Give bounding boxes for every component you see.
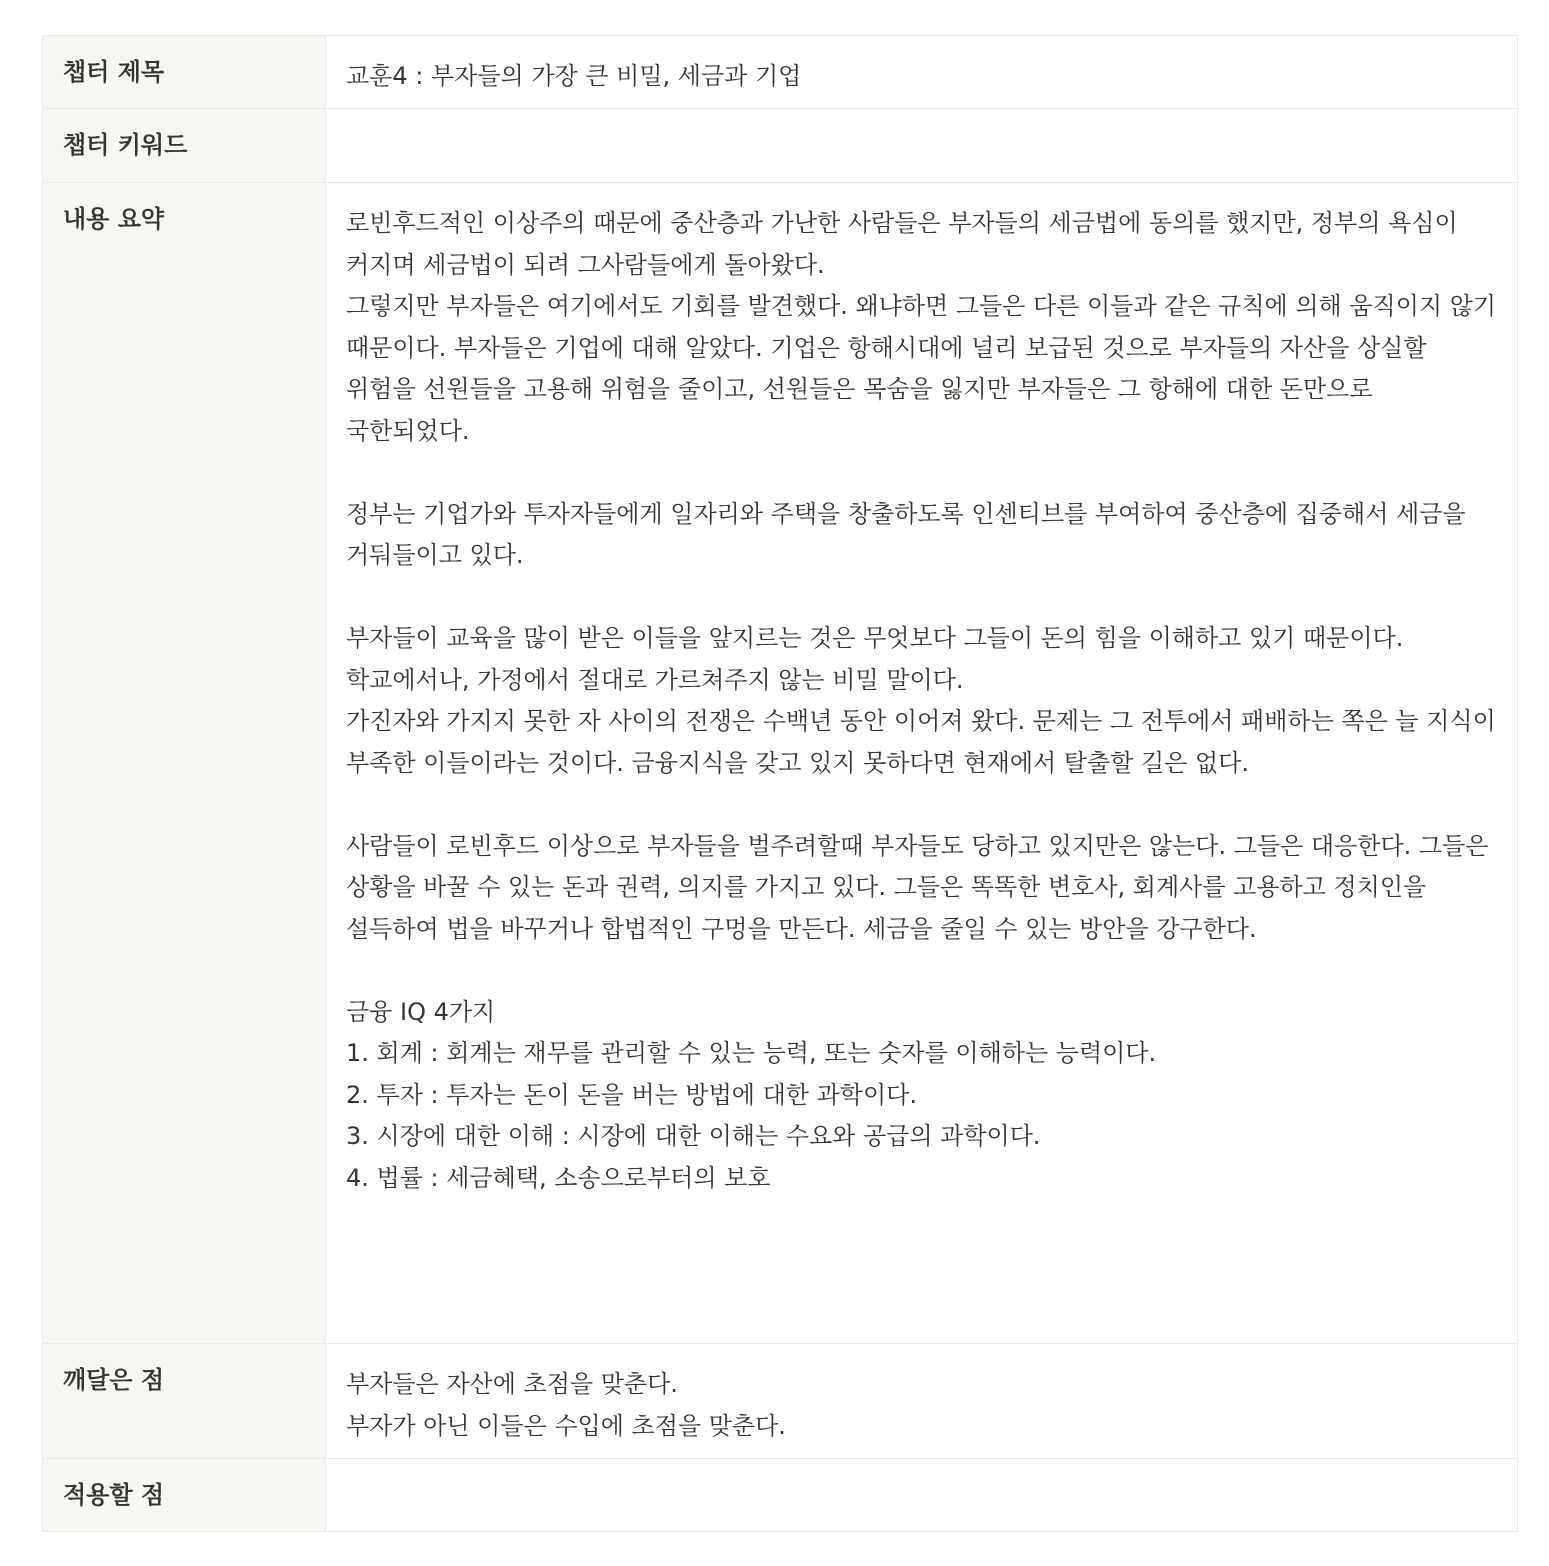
chapter-title-value: 교훈4 : 부자들의 가장 큰 비밀, 세금과 기업 — [346, 62, 802, 90]
application-value — [326, 1459, 1517, 1479]
row-chapter-title — [43, 36, 1518, 109]
application-label: 적용할 점 — [63, 1481, 165, 1509]
chapter-notes-table — [42, 35, 1517, 1532]
realizations-label: 깨달은 점 — [63, 1366, 165, 1394]
realizations-value: 부자들은 자산에 초점을 맞춘다. 부자가 아닌 이들은 수입에 초점을 맞춘다. — [346, 1370, 786, 1440]
row-content-cell[interactable] — [326, 1344, 1518, 1459]
row-application — [43, 1459, 1518, 1532]
row-header-cell[interactable] — [43, 1344, 326, 1459]
row-content-summary — [43, 183, 1518, 1344]
row-realizations — [43, 1344, 1518, 1459]
chapter-keywords-label: 챕터 키워드 — [63, 131, 188, 159]
row-header-cell[interactable] — [43, 109, 326, 183]
row-chapter-keywords — [43, 109, 1518, 183]
chapter-title-label: 챕터 제목 — [63, 58, 165, 86]
content-summary-value: 로빈후드적인 이상주의 때문에 중산층과 가난한 사람들은 부자들의 세금법에 동의를 했지만, 정부의 욕심이 커지며 세금법이 되려 그사람들에게 돌아왔다. 그렇지만 부자들은 여기에서도 기회를 발견했다. 왜냐하면 그들은 다른 이들과 같은 규칙에 의해 움직이지 않기 때문이다. 부자들은 기업에 대해 알았다. 기업은 항해시대에 널리 보급된 것으로 부자들의 자산을 상실할 위험을 선원들을 고용해 위험을 줄이고, 선원들은 목숨을 잃지만 부자들은 그 항해에 대한 돈만으로 국한되었다. 정부는 기업가와 투자자들에게 일자리와 주택을 창출하도록 인센티브를 부여하여 중산층에 집중해서 세금을 거둬들이고 있다. 부자들이 교육을 많이 받은 이들을 앞지르는 것은 무엇보다 그들이 돈의 힘을 이해하고 있기 때문이다. 학교에서나, 가정에서 절대로 가르쳐주지 않는 비밀 말이다. 가진자와 가지지 못한 자 사이의 전쟁은 수백년 동안 이어져 왔다. 문제는 그 전투에서 패배하는 쪽은 늘 지식이 부족한 이들이라는 것이다. 금융지식을 갖고 있지 못하다면 현재에서 탈출할 길은 없다. 사람들이 로빈후드 이상으로 부자들을 벌주려할때 부자들도 당하고 있지만은 않는다. 그들은 대응한다. 그들은 상황을 바꿀 수 있는 돈과 권력, 의지를 가지고 있다. 그들은 똑똑한 변호사, 회계사를 고용하고 정치인을 설득하여 법을 바꾸거나 합법적인 구멍을 만든다. 세금을 줄일 수 있는 방안을 강구한다. 금융 IQ 4가지 1. 회계 : 회계는 재무를 관리할 수 있는 능력, 또는 숫자를 이해하는 능력이다. 2. 투자 : 투자는 돈이 돈을 버는 방법에 대한 과학이다. 3. 시장에 대한 이해 : 시장에 대한 이해는 수요와 공급의 과학이다. 4. 법률 : 세금혜택, 소송으로부터의 보호 — [346, 209, 1497, 1192]
row-content-cell[interactable] — [326, 36, 1518, 109]
row-header-cell[interactable] — [43, 183, 326, 1344]
row-content-cell[interactable] — [326, 109, 1518, 183]
row-header-cell[interactable] — [43, 1459, 326, 1532]
chapter-keywords-value — [326, 109, 1517, 129]
row-content-cell[interactable] — [326, 1459, 1518, 1532]
content-summary-label: 내용 요약 — [63, 205, 165, 233]
row-content-cell[interactable] — [326, 183, 1518, 1344]
notes-table — [42, 35, 1518, 1532]
row-header-cell[interactable] — [43, 36, 326, 109]
